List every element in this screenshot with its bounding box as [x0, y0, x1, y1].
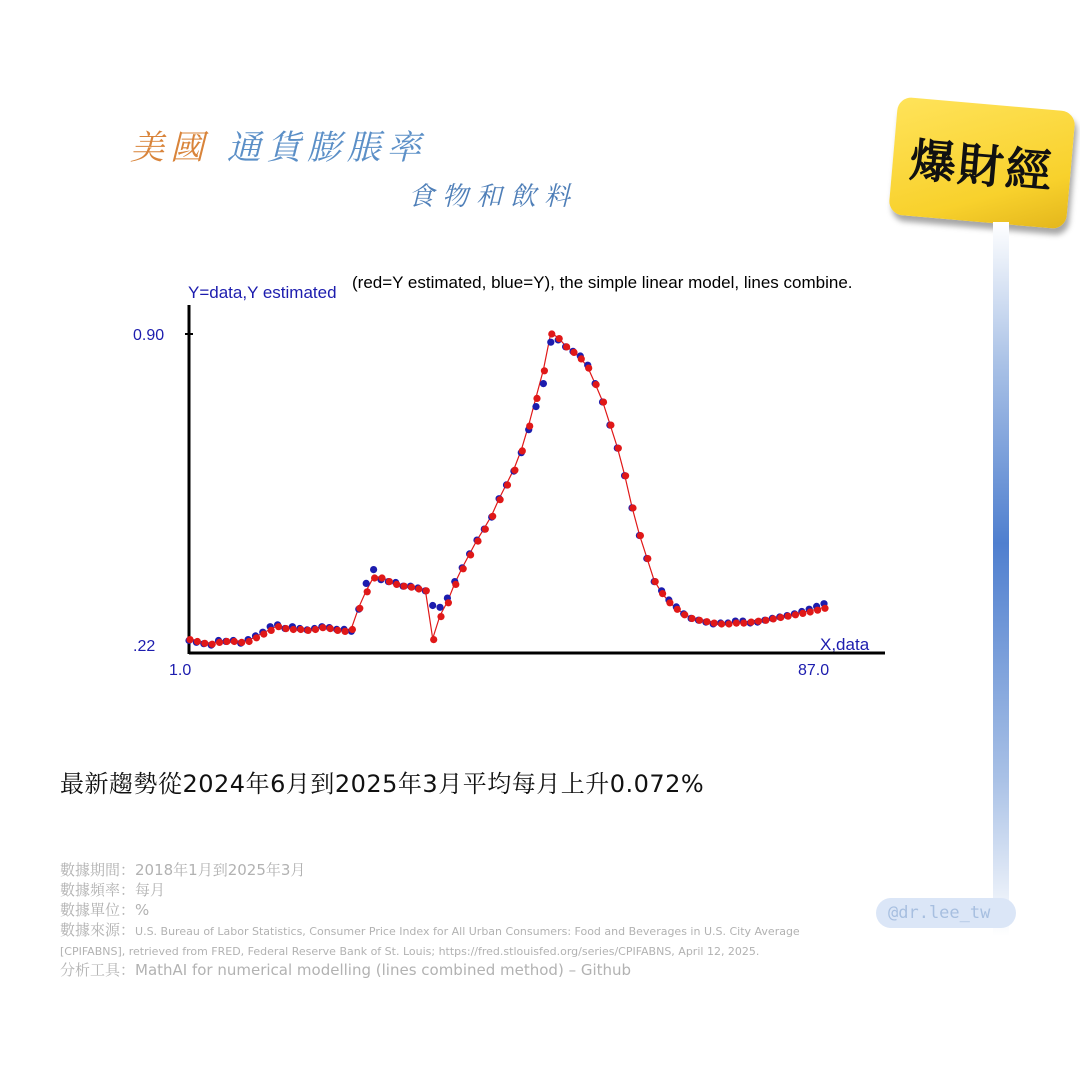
title-topic: 通貨膨脹率: [226, 128, 427, 168]
data-point-estimated: [327, 625, 334, 632]
data-point-estimated: [504, 481, 511, 488]
data-point-actual: [532, 403, 539, 410]
y-tick-label-max: 0.90: [133, 327, 165, 344]
data-point-estimated: [423, 587, 430, 594]
x-axis-label: X,data: [820, 635, 870, 654]
data-point-actual: [363, 580, 370, 587]
data-point-estimated: [622, 472, 629, 479]
metadata-block: [60, 860, 830, 980]
data-point-estimated: [777, 614, 784, 621]
data-point-estimated: [748, 619, 755, 626]
data-point-actual: [547, 339, 554, 346]
data-point-estimated: [445, 599, 452, 606]
data-point-estimated: [740, 620, 747, 627]
data-point-estimated: [378, 574, 385, 581]
data-point-estimated: [231, 638, 238, 645]
data-point-estimated: [762, 617, 769, 624]
data-point-estimated: [201, 640, 208, 647]
meta-source-text: U.S. Bureau of Labor Statistics, Consumer Price Index for All Urban Consumers: Food and Beverages in U.S. City Average [CPIFABNS], retrieved from FRED, Federal Reserve Bank of St. Louis; https://fred.stlouisfed.org/series/CPIFABNS, April 12, 2025.: [60, 925, 800, 958]
data-point-estimated: [489, 513, 496, 520]
data-point-estimated: [319, 624, 326, 631]
data-point-estimated: [437, 613, 444, 620]
data-point-estimated: [209, 641, 216, 648]
data-point-estimated: [718, 620, 725, 627]
data-point-estimated: [275, 623, 282, 630]
data-point-estimated: [364, 588, 371, 595]
social-handle: @dr.lee_tw: [876, 898, 1016, 928]
y-tick-label-min: .22: [133, 638, 156, 655]
brand-text: 爆財經: [907, 132, 1056, 200]
data-point-estimated: [725, 620, 732, 627]
data-point-estimated: [282, 625, 289, 632]
data-point-estimated: [260, 631, 267, 638]
data-point-estimated: [238, 639, 245, 646]
data-point-estimated: [268, 627, 275, 634]
data-point-estimated: [408, 584, 415, 591]
data-point-estimated: [814, 607, 821, 614]
data-point-estimated: [703, 618, 710, 625]
data-point-estimated: [452, 581, 459, 588]
data-point-estimated: [570, 349, 577, 356]
data-point-estimated: [637, 532, 644, 539]
data-point-estimated: [770, 615, 777, 622]
meta-tool: 分析工具：MathAI for numerical modelling (lines combined method) – Github: [60, 961, 632, 979]
data-point-estimated: [371, 574, 378, 581]
data-point-estimated: [593, 381, 600, 388]
meta-source-label: 數據來源：: [60, 921, 136, 939]
data-point-actual: [540, 380, 547, 387]
data-point-estimated: [526, 423, 533, 430]
title-country: 美國: [130, 128, 210, 168]
data-point-estimated: [342, 628, 349, 635]
data-point-estimated: [297, 626, 304, 633]
data-point-estimated: [792, 611, 799, 618]
data-point-estimated: [556, 335, 563, 342]
data-point-estimated: [659, 590, 666, 597]
data-point-estimated: [629, 504, 636, 511]
data-point-estimated: [674, 606, 681, 613]
data-point-estimated: [393, 581, 400, 588]
data-point-estimated: [497, 496, 504, 503]
data-point-estimated: [460, 565, 467, 572]
data-point-estimated: [548, 330, 555, 337]
data-point-estimated: [541, 367, 548, 374]
data-point-estimated: [356, 605, 363, 612]
data-point-estimated: [186, 636, 193, 643]
data-point-estimated: [578, 355, 585, 362]
data-point-estimated: [290, 626, 297, 633]
data-point-estimated: [386, 578, 393, 585]
data-point-estimated: [689, 615, 696, 622]
data-point-estimated: [305, 627, 312, 634]
meta-period: 數據期間：2018年1月到2025年3月: [60, 861, 306, 879]
data-point-estimated: [194, 638, 201, 645]
data-point-estimated: [807, 608, 814, 615]
data-point-estimated: [467, 551, 474, 558]
data-point-estimated: [785, 613, 792, 620]
data-point-estimated: [430, 636, 437, 643]
data-point-estimated: [644, 555, 651, 562]
data-point-estimated: [652, 578, 659, 585]
data-point-estimated: [733, 620, 740, 627]
data-point-estimated: [253, 634, 260, 641]
data-point-estimated: [696, 617, 703, 624]
series-layer: [185, 330, 828, 648]
meta-frequency: 數據頻率：每月: [60, 881, 166, 899]
data-point-estimated: [401, 583, 408, 590]
headline-trend: 最新趨勢從2024年6月到2025年3月平均每月上升0.072%: [60, 770, 705, 798]
data-point-estimated: [216, 639, 223, 646]
data-point-actual: [436, 604, 443, 611]
data-point-estimated: [349, 626, 356, 633]
data-point-estimated: [482, 526, 489, 533]
data-point-estimated: [312, 626, 319, 633]
data-point-estimated: [334, 627, 341, 634]
data-point-estimated: [563, 343, 570, 350]
data-point-estimated: [600, 399, 607, 406]
data-point-estimated: [474, 538, 481, 545]
data-point-estimated: [246, 638, 253, 645]
data-point-estimated: [607, 422, 614, 429]
data-point-estimated: [615, 445, 622, 452]
data-point-estimated: [511, 467, 518, 474]
data-point-estimated: [711, 620, 718, 627]
meta-unit: 數據單位：%: [60, 901, 150, 919]
chart-title: (red=Y estimated, blue=Y), the simple linear model, lines combine.: [352, 273, 853, 292]
data-point-estimated: [415, 585, 422, 592]
data-point-estimated: [533, 395, 540, 402]
data-point-estimated: [585, 365, 592, 372]
data-point-estimated: [799, 610, 806, 617]
data-point-estimated: [666, 599, 673, 606]
data-point-estimated: [821, 605, 828, 612]
meta-source: [60, 920, 830, 960]
x-tick-label-max: 87.0: [798, 662, 830, 679]
data-point-estimated: [681, 611, 688, 618]
page-subtitle: 食物和飲料: [408, 182, 579, 212]
data-point-estimated: [519, 447, 526, 454]
data-point-estimated: [755, 618, 762, 625]
data-point-estimated: [223, 638, 230, 645]
x-tick-label-min: 1.0: [169, 662, 192, 679]
y-axis-label: Y=data,Y estimated: [188, 283, 337, 302]
data-point-actual: [429, 602, 436, 609]
data-point-actual: [370, 566, 377, 573]
